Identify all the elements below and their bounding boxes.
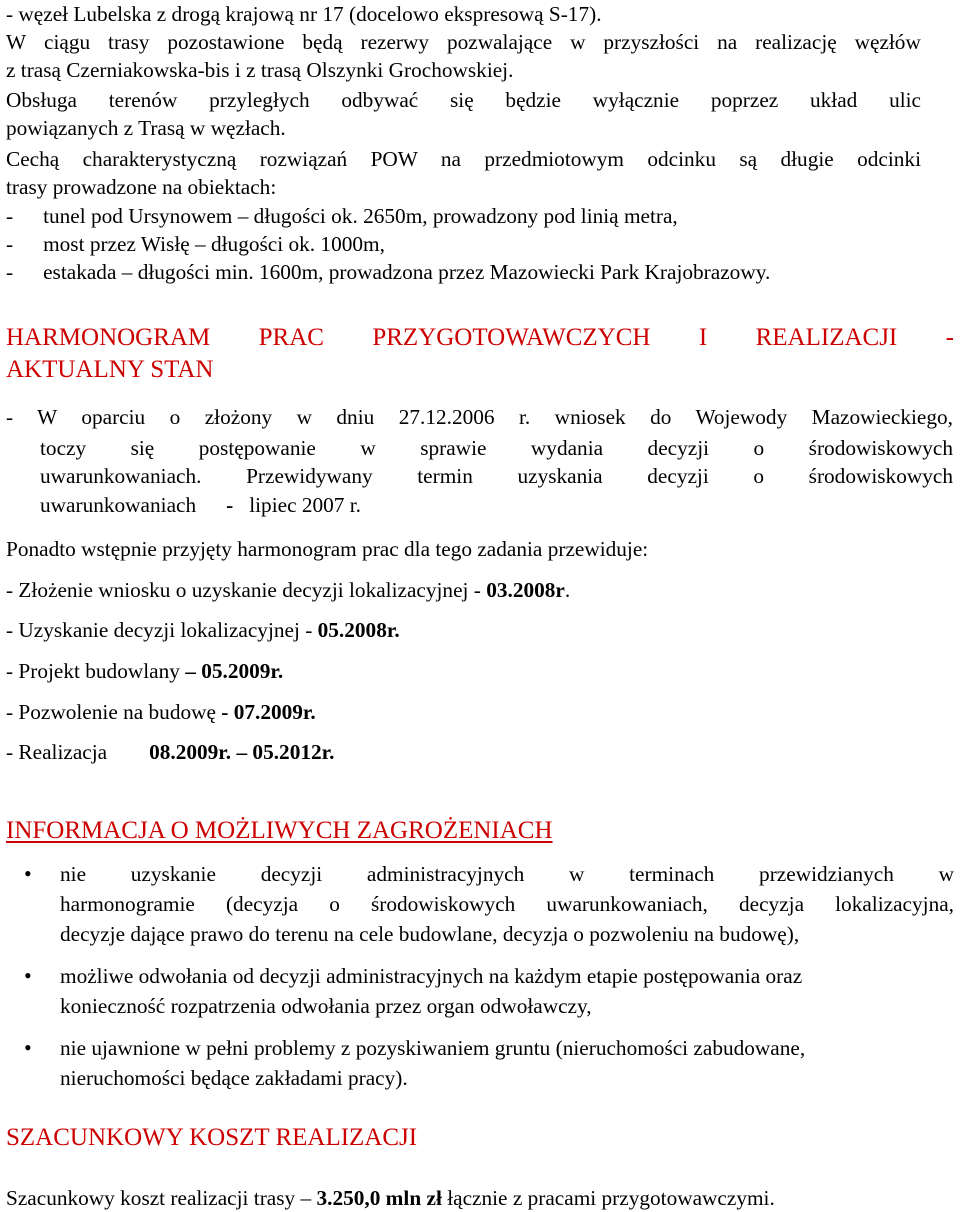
dash: - (6, 204, 14, 228)
risk-2-line-1: możliwe odwołania od decyzji administracyjnych na każdym etapie postępowania oraz (60, 964, 803, 988)
schedule-tail: . (564, 578, 571, 602)
date-text: lipiec 2007 r. (249, 493, 362, 517)
harmonogram-paragraph-line-3: uwarunkowaniach. Przewidywany termin uzyskania decyzji o środowiskowych (40, 464, 953, 488)
text: uwarunkowaniach (40, 493, 197, 517)
harmonogram-paragraph-line-4 (40, 491, 361, 519)
risk-3-line-1: nie ujawnione w pełni problemy z pozyskiwaniem gruntu (nieruchomości zabudowane, (60, 1036, 806, 1060)
top-line-6: Cechą charakterystyczną rozwiązań POW na przedmiotowym odcinku są długie odcinki (6, 147, 921, 171)
word: W (6, 30, 27, 54)
word: pozwalające (446, 30, 553, 54)
schedule-label: - Realizacja (6, 740, 108, 764)
schedule-item-1 (6, 576, 570, 604)
top-line-7: trasy prowadzone na obiektach: (6, 175, 277, 199)
harmonogram-heading-line-1: HARMONOGRAM PRAC PRZYGOTOWAWCZYCH I REALIZACJI - (6, 324, 954, 351)
schedule-date: 03.2008r (486, 578, 565, 602)
top-line-4: Obsługa terenów przyległych odbywać się będzie wyłącznie poprzez układ ulic (6, 88, 921, 112)
dash: - (6, 232, 14, 256)
schedule-item-4 (6, 698, 316, 726)
bullet-icon: • (24, 963, 32, 988)
object-item-1 (6, 202, 678, 230)
word: realizację (755, 30, 837, 54)
dash: - (226, 493, 234, 517)
schedule-date: 05.2008r. (317, 618, 400, 642)
schedule-date: 08.2009r. – 05.2012r. (149, 740, 335, 764)
koszt-text (6, 1184, 775, 1212)
word: węzłów (854, 30, 921, 54)
schedule-item-5 (6, 738, 334, 766)
object-item-2 (6, 230, 385, 258)
risk-1-line-3: decyzje dające prawo do terenu na cele budowlane, decyzja o pozwoleniu na budowę), (60, 922, 800, 946)
word: w (570, 30, 586, 54)
schedule-label: - Pozwolenie na budowę (6, 700, 222, 724)
word: będą (302, 30, 343, 54)
top-line-1: - węzeł Lubelska z drogą krajową nr 17 (docelowo ekspresową S-17). (6, 2, 602, 26)
object-item-1-text: tunel pod Ursynowem – długości ok. 2650m, prowadzony pod linią metra, (43, 204, 678, 228)
schedule-label: - Projekt budowlany (6, 659, 186, 683)
koszt-text-b: łącznie z pracami przygotowawczymi. (441, 1186, 775, 1210)
zagrozenia-heading: INFORMACJA O MOŻLIWYCH ZAGROŻENIACH (6, 817, 553, 844)
word: ciągu (44, 30, 91, 54)
koszt-amount: 3.250,0 mln zł (316, 1186, 442, 1210)
bullet-icon: • (24, 1035, 32, 1060)
top-line-5: powiązanych z Trasą w węzłach. (6, 116, 286, 140)
top-line-3: z trasą Czerniakowska-bis i z trasą Olszynki Grochowskiej. (6, 58, 514, 82)
dash: - (6, 260, 14, 284)
object-item-3-text: estakada – długości min. 1600m, prowadzona przez Mazowiecki Park Krajobrazowy. (43, 260, 771, 284)
bullet-icon: • (24, 861, 32, 886)
risk-1-line-2: harmonogramie (decyzja o środowiskowych uwarunkowaniach, decyzja lokalizacyjna, (60, 892, 954, 916)
schedule-item-2 (6, 616, 400, 644)
word: na (717, 30, 738, 54)
harmonogram-heading-line-2: AKTUALNY STAN (6, 356, 214, 383)
risk-3-line-2: nieruchomości będące zakładami pracy). (60, 1066, 408, 1090)
top-line-2 (6, 28, 921, 56)
harmonogram-paragraph-line-2: toczy się postępowanie w sprawie wydania decyzji o środowiskowych (40, 436, 953, 460)
word: pozostawione (167, 30, 285, 54)
harmonogram-intro: Ponadto wstępnie przyjęty harmonogram prac dla tego zadania przewiduje: (6, 537, 649, 561)
word: przyszłości (603, 30, 700, 54)
schedule-date: - 07.2009r. (221, 700, 316, 724)
koszt-heading: SZACUNKOWY KOSZT REALIZACJI (6, 1124, 418, 1151)
object-item-3 (6, 258, 770, 286)
word: trasy (108, 30, 150, 54)
risk-2-line-2: konieczność rozpatrzenia odwołania przez organ odwoławczy, (60, 994, 592, 1018)
risk-1-line-1: nie uzyskanie decyzji administracyjnych w terminach przewidzianych w (60, 862, 954, 886)
object-item-2-text: most przez Wisłę – długości ok. 1000m, (43, 232, 385, 256)
koszt-text-a: Szacunkowy koszt realizacji trasy – (6, 1186, 317, 1210)
harmonogram-paragraph-line-1: - W oparciu o złożony w dniu 27.12.2006 r. wniosek do Wojewody Mazowieckiego, (6, 405, 953, 429)
schedule-label: - Złożenie wniosku o uzyskanie decyzji lokalizacyjnej - (6, 578, 487, 602)
word: rezerwy (360, 30, 430, 54)
schedule-date: – 05.2009r. (185, 659, 284, 683)
schedule-item-3 (6, 657, 283, 685)
schedule-label: - Uzyskanie decyzji lokalizacyjnej - (6, 618, 318, 642)
